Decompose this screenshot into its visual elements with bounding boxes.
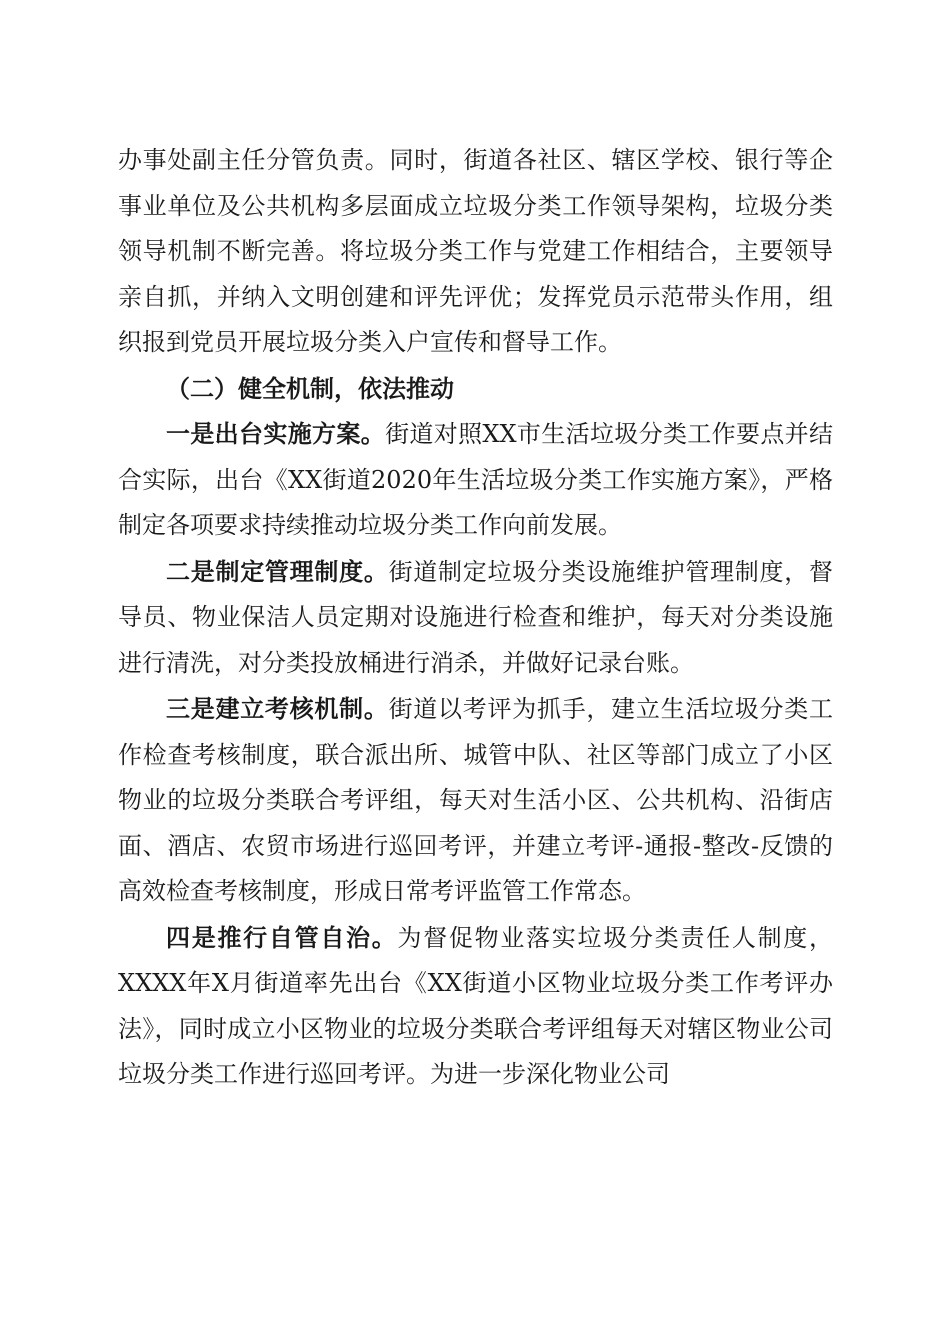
paragraph-lead: 一是出台实施方案。 xyxy=(166,419,386,448)
paragraph-lead: 三是建立考核机制。 xyxy=(166,694,389,723)
paragraph-implementation-plan xyxy=(118,411,833,549)
paragraph-self-management xyxy=(118,915,833,1098)
paragraph-lead: 二是制定管理制度。 xyxy=(166,556,389,586)
paragraph-text: 为督促物业落实垃圾分类责任人制度，XXXX年X月街道率先出台《XX街道小区物业垃圾分类工作考评办法》，同时成立小区物业的垃圾分类联合考评组每天对辖区物业公司垃圾分类工作进行巡回考评。为进一步深化物业公司 xyxy=(118,923,834,1088)
paragraph-text: 街道对照XX市生活垃圾分类工作要点并结合实际，出台《XX街道2020年生活垃圾分类工作实施方案》，严格制定各项要求持续推动垃圾分类工作向前发展。 xyxy=(118,420,834,539)
document-body xyxy=(118,138,833,1098)
paragraph-text: 街道制定垃圾分类设施维护管理制度，督导员、物业保洁人员定期对设施进行检查和维护，每天对分类设施进行清洗，对分类投放桶进行消杀，并做好记录台账。 xyxy=(118,557,833,677)
paragraph-lead: 四是推行自管自治。 xyxy=(166,922,398,952)
paragraph-text: 街道以考评为抓手，建立生活垃圾分类工作检查考核制度，联合派出所、城管中队、社区等部门成立了小区物业的垃圾分类联合考评组，每天对生活小区、公共机构、沿街店面、酒店、农贸市场进行巡回考评，并建立考评-通报-整改-反馈的高效检查考核制度，形成日常考评监管工作常态。 xyxy=(118,695,833,905)
paragraph-continuation: 办事处副主任分管负责。同时，街道各社区、辖区学校、银行等企事业单位及公共机构多层面成立垃圾分类工作领导架构，垃圾分类领导机制不断完善。将垃圾分类工作与党建工作相结合，主要领导亲自抓，并纳入文明创建和评先评优；发挥党员示范带头作用，组织报到党员开展垃圾分类入户宣传和督导工作。 xyxy=(118,146,833,356)
paragraph-assessment-mechanism xyxy=(118,686,833,915)
paragraph-management-system xyxy=(118,549,833,687)
section-heading: （二）健全机制，依法推动 xyxy=(166,373,454,403)
